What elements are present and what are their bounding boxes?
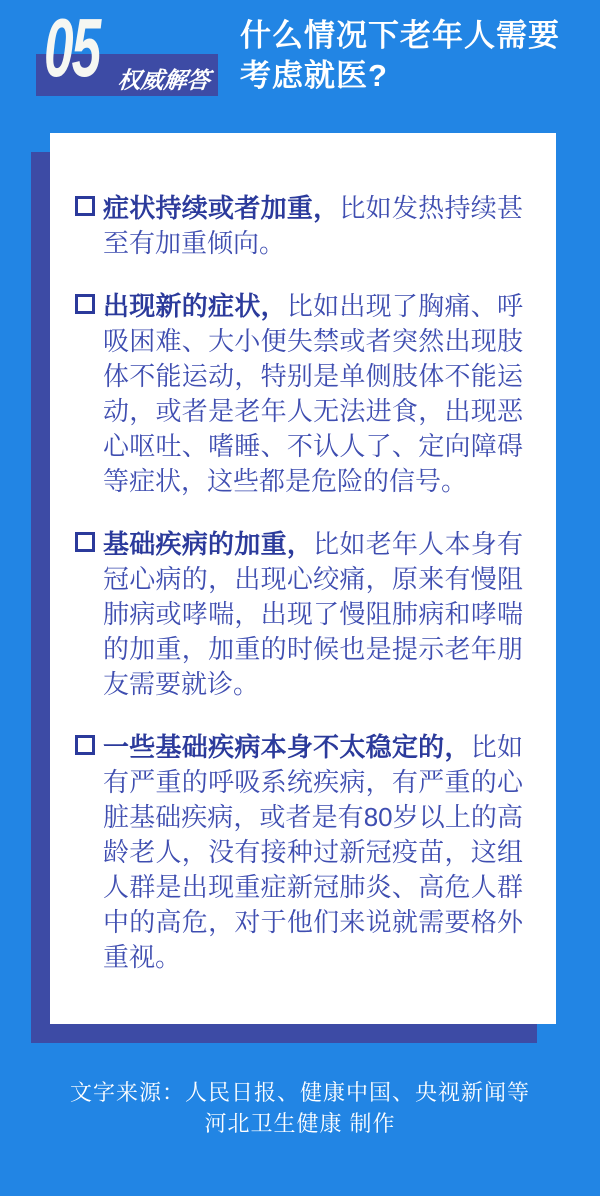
source-line: 文字来源：人民日报、健康中国、央视新闻等 [69, 1080, 530, 1105]
medical-condition-item-2 [75, 289, 523, 499]
credit-line: 河北卫生健康 制作 [204, 1111, 396, 1136]
content-card [50, 133, 556, 1024]
medical-condition-item-3 [75, 527, 523, 702]
footer [0, 1077, 600, 1139]
item-body: 比如老年人本身有冠心病的，出现心绞痛，原来有慢阻肺病或哮喘，出现了慢阻肺病和哮喘的加重，加重的时候也是提示老年朋友需要就诊。 [103, 529, 523, 699]
checkbox-icon [75, 294, 95, 314]
item-body: 比如发热持续甚至有加重倾向。 [103, 193, 523, 258]
item-text [103, 730, 523, 975]
checkbox-icon [75, 532, 95, 552]
authority-badge-label: 权威解答 [116, 66, 212, 93]
item-lead: 出现新的症状， [103, 291, 287, 321]
page-title [240, 16, 560, 96]
section-number: 05 [44, 1, 100, 94]
checkbox-icon [75, 196, 95, 216]
item-body: 比如有严重的呼吸系统疾病，有严重的心脏基础疾病，或者是有80岁以上的高龄老人，没有接种过新冠疫苗，这组人群是出现重症新冠肺炎、高危人群中的高危，对于他们来说就需要格外重视。 [103, 732, 523, 972]
item-text [103, 191, 523, 261]
item-lead: 基础疾病的加重， [103, 529, 314, 559]
item-text [103, 289, 523, 499]
page-title-line-1: 什么情况下老年人需要 [240, 18, 560, 53]
page-title-line-2: 考虑就医? [240, 58, 388, 93]
item-body: 比如出现了胸痛、呼吸困难、大小便失禁或者突然出现肢体不能运动，特别是单侧肢体不能运动，或者是老年人无法进食，出现恶心呕吐、嗜睡、不认人了、定向障碍等症状，这些都是危险的信号。 [103, 291, 523, 496]
medical-condition-item-4 [75, 730, 523, 975]
item-lead: 症状持续或者加重， [103, 193, 340, 223]
medical-condition-item-1 [75, 191, 523, 261]
item-lead: 一些基础疾病本身不太稳定的， [103, 732, 471, 762]
item-text [103, 527, 523, 702]
checkbox-icon [75, 735, 95, 755]
